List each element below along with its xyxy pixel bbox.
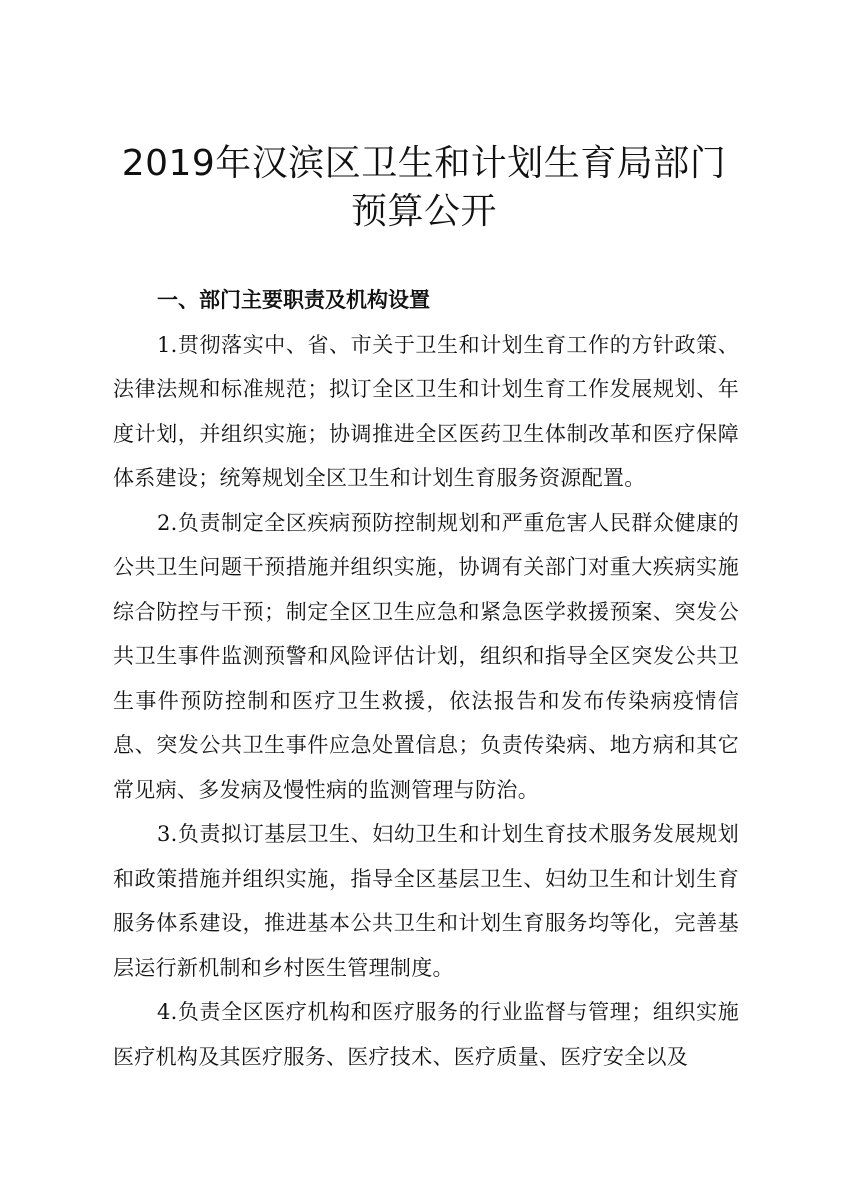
title-line-1: 2019年汉滨区卫生和计划生育局部门 (121, 143, 727, 184)
document-body (113, 278, 739, 1079)
document-title (100, 140, 748, 236)
title-line-2: 预算公开 (350, 191, 497, 232)
paragraph-4: 4.负责全区医疗机构和医疗服务的行业监督与管理；组织实施医疗机构及其医疗服务、医疗技术、医疗质量、医疗安全以及 (113, 1000, 739, 1069)
paragraph-3: 3.负责拟订基层卫生、妇幼卫生和计划生育技术服务发展规划和政策措施并组织实施，指导全区基层卫生、妇幼卫生和计划生育服务体系建设，推进基本公共卫生和计划生育服务均等化，完善基层运行新机制和乡村医生管理制度。 (113, 822, 739, 980)
paragraph-1: 1.贯彻落实中、省、市关于卫生和计划生育工作的方针政策、法律法规和标准规范；拟订全区卫生和计划生育工作发展规划、年度计划，并组织实施；协调推进全区医药卫生体制改革和医疗保障体系建设；统筹规划全区卫生和计划生育服务资源配置。 (113, 332, 739, 490)
paragraph-2: 2.负责制定全区疾病预防控制规划和严重危害人民群众健康的公共卫生问题干预措施并组织实施，协调有关部门对重大疾病实施综合防控与干预；制定全区卫生应急和紧急医学救援预案、突发公共卫生事件监测预警和风险评估计划，组织和指导全区突发公共卫生事件预防控制和医疗卫生救援，依法报告和发布传染病疫情信息、突发公共卫生事件应急处置信息；负责传染病、地方病和其它常见病、多发病及慢性病的监测管理与防治。 (113, 510, 739, 802)
section-heading: 一、部门主要职责及机构设置 (157, 288, 430, 312)
